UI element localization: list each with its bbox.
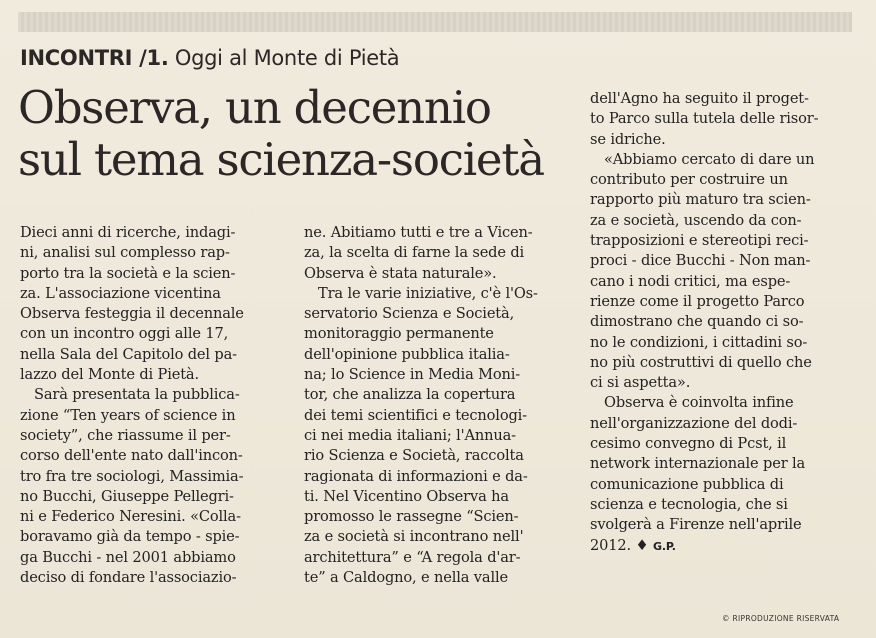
article-text-line: rio Scienza e Società, raccolta [304, 447, 524, 465]
article-text-line: ci si aspetta». [590, 374, 691, 392]
article-text-line: cano i nodi critici, ma espe- [590, 272, 791, 290]
article-text-line: deciso di fondare l'associazio- [20, 569, 237, 587]
article-text-line: boravamo già da tempo - spie- [20, 528, 240, 546]
article-text-line: za e società, uscendo da con- [590, 211, 802, 229]
article-text-line: ni, analisi sul complesso rap- [20, 244, 230, 262]
article-text-line: za, la scelta di farne la sede di [304, 244, 525, 262]
article-text-line: cesimo convegno di Pcst, il [590, 435, 787, 453]
article-text-line: dell'Agno ha seguito il proget- [590, 90, 809, 107]
article-text-line: te” a Caldogno, e nella valle [304, 569, 508, 587]
article-text-line: Tra le varie iniziative, c'è l'Os- [318, 284, 538, 302]
article-column-1 [20, 223, 283, 588]
article-text-line [590, 536, 856, 557]
article-text-line: to Parco sulla tutela delle risor- [590, 110, 819, 128]
article-text-line: zione “Ten years of science in [20, 406, 236, 424]
article-text-line: dimostrano che quando ci so- [590, 313, 804, 331]
article-text-line: lazzo del Monte di Pietà. [20, 366, 199, 384]
copyright-note: © RIPRODUZIONE RISERVATA [722, 614, 840, 623]
article-text-line: Observa è coinvolta infine [604, 394, 794, 412]
article-text-line: ni e Federico Neresini. «Colla- [20, 508, 241, 526]
article-headline [18, 82, 578, 186]
article-text-line: architettura” e “A regola d'ar- [304, 548, 521, 566]
article-text-line: monitoraggio permanente [304, 325, 494, 343]
article-text-line: dell'opinione pubblica italia- [304, 345, 510, 363]
article-text-line: ga Bucchi - nel 2001 abbiamo [20, 548, 236, 566]
article-kicker [20, 46, 399, 70]
article-text-line: proci - dice Bucchi - Non man- [590, 252, 811, 270]
article-text-line: con un incontro oggi alle 17, [20, 325, 229, 343]
article-text-line: servatorio Scienza e Società, [304, 305, 515, 323]
article-text-line: scienza e tecnologia, che si [590, 495, 788, 513]
article-text-line: svolgerà a Firenze nell'aprile [590, 516, 802, 534]
article-text-line: ci nei media italiani; l'Annua- [304, 426, 516, 444]
article-text-line: no più costruttivi di quello che [590, 353, 812, 371]
closing-text: 2012. ♦ [590, 536, 649, 554]
article-text-line: za e società si incontrano nell' [304, 528, 524, 546]
kicker-section: INCONTRI /1. [20, 46, 169, 70]
article-text-line: society”, che riassume il per- [20, 426, 231, 444]
article-text-line: dei temi scientifici e tecnologi- [304, 406, 527, 424]
article-text-line: no Bucchi, Giuseppe Pellegri- [20, 487, 234, 505]
article-text-line: Sarà presentata la pubblica- [34, 386, 240, 404]
article-text-line: ragionata di informazioni e da- [304, 467, 528, 485]
article-text-line: ne. Abitiamo tutti e tre a Vicen- [304, 224, 533, 241]
article-text-line: «Abbiamo cercato di dare un [604, 150, 815, 168]
article-text-line: ti. Nel Vicentino Observa ha [304, 487, 509, 505]
article-text-line: tro fra tre sociologi, Massimia- [20, 467, 244, 485]
article-column-3 [590, 89, 856, 557]
author-signature: G.P. [652, 539, 676, 553]
article-text-line: Observa è stata naturale». [304, 264, 497, 282]
article-text-line: trapposizioni e stereotipi reci- [590, 232, 809, 250]
article-text-line: no le condizioni, i cittadini so- [590, 333, 808, 351]
article-text-line: corso dell'ente nato dall'incon- [20, 447, 243, 465]
article-text-line: comunicazione pubblica di [590, 475, 784, 493]
article-text-line: contributo per costruire un [590, 171, 788, 189]
kicker-subtitle: Oggi al Monte di Pietà [168, 46, 400, 70]
article-text-line: nella Sala del Capitolo del pa- [20, 345, 237, 363]
article-text-line: Dieci anni di ricerche, indagi- [20, 224, 236, 241]
page-header-strip [18, 12, 852, 32]
article-text-line: za. L'associazione vicentina [20, 284, 221, 302]
article-text-line: rienze come il progetto Parco [590, 292, 805, 310]
article-text-line: na; lo Science in Media Moni- [304, 366, 521, 384]
article-text-line: porto tra la società e la scien- [20, 264, 236, 282]
article-text-line: nell'organizzazione del dodi- [590, 414, 798, 432]
article-text-line: promosso le rassegne “Scien- [304, 508, 519, 526]
article-text-line: network internazionale per la [590, 455, 806, 473]
headline-line: Observa, un decennio [18, 81, 491, 134]
article-text-line: tor, che analizza la copertura [304, 386, 516, 404]
article-text-line: rapporto più maturo tra scien- [590, 191, 811, 209]
article-text-line: Observa festeggia il decennale [20, 305, 244, 323]
article-column-2 [304, 223, 566, 588]
article-text-line: se idriche. [590, 130, 666, 148]
headline-line: sul tema scienza-società [18, 133, 544, 186]
